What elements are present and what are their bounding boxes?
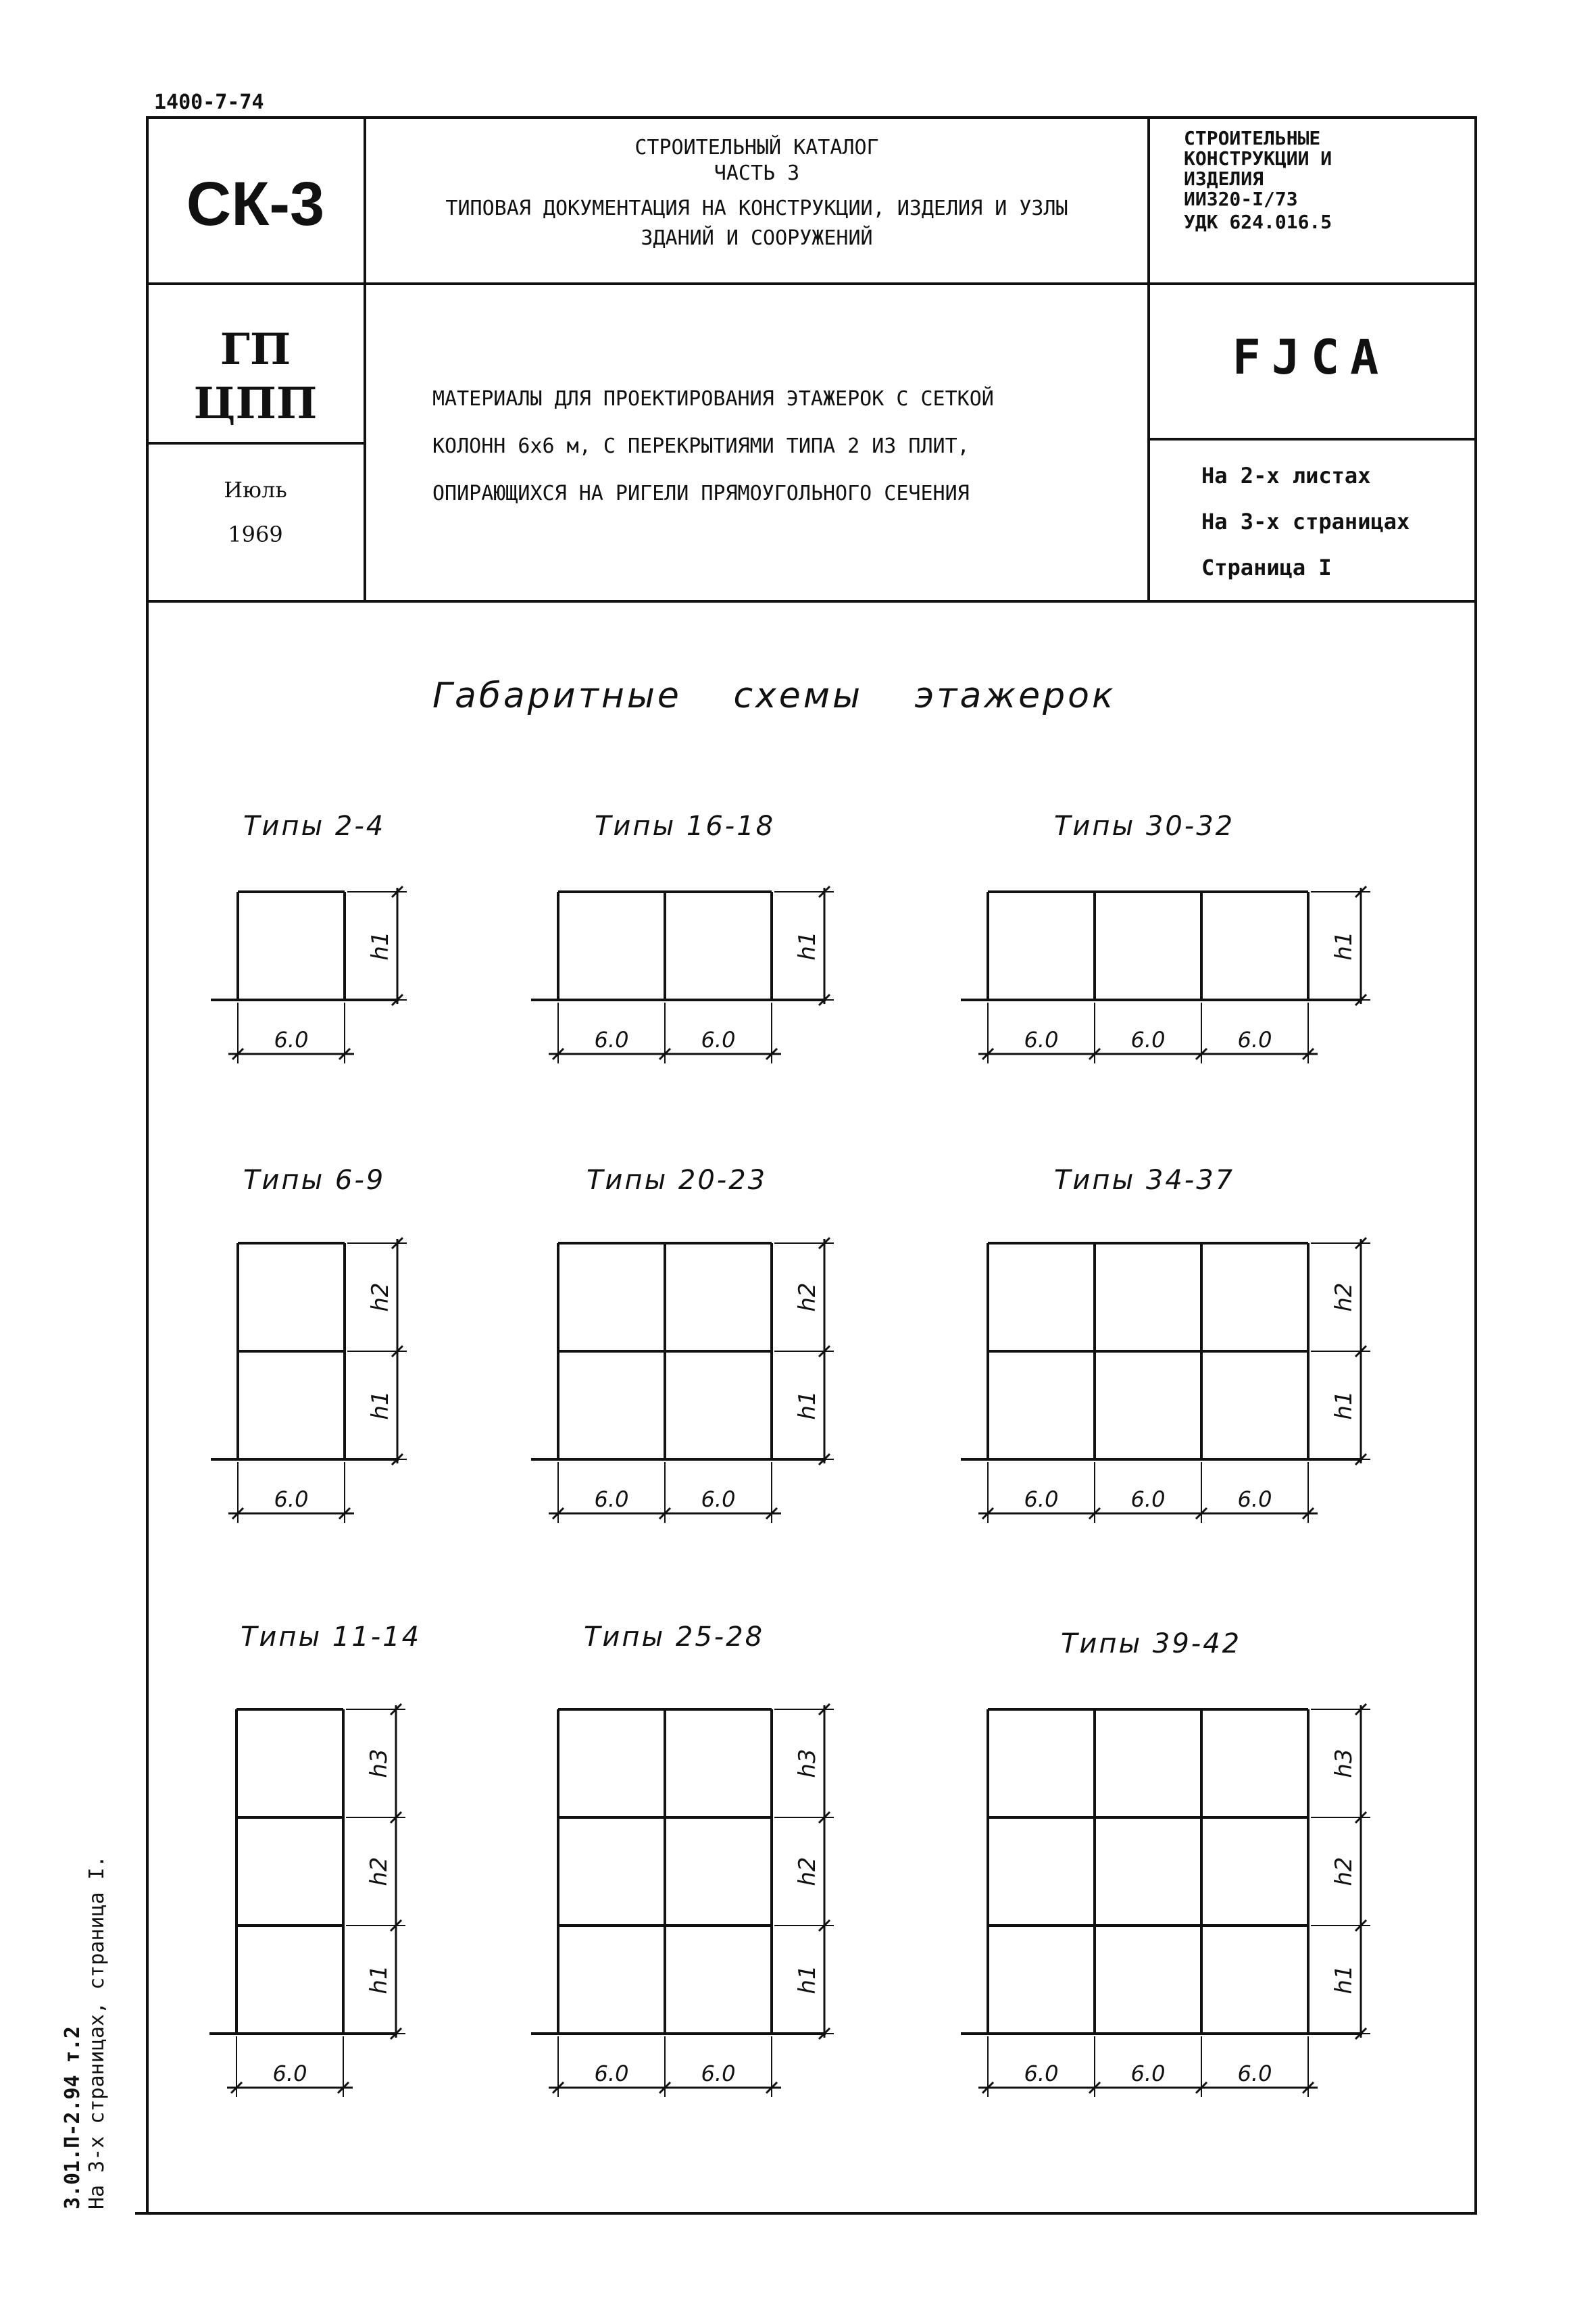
height-label: h1 — [1330, 1965, 1357, 1994]
height-label: h2 — [794, 1857, 821, 1886]
height-label: h3 — [1330, 1749, 1357, 1778]
section-line: СТРОИТЕЛЬНЫЕ — [1184, 127, 1321, 149]
diagram-label: Типы 11-14 — [241, 1621, 422, 1653]
diagram-label: Типы 2-4 — [243, 811, 386, 842]
side-note — [61, 1855, 109, 2209]
width-label: 6.0 — [1130, 2061, 1166, 2086]
catalog-line: ЧАСТЬ 3 — [714, 161, 800, 185]
width-label: 6.0 — [701, 1027, 736, 1053]
title-line: МАТЕРИАЛЫ ДЛЯ ПРОЕКТИРОВАНИЯ ЭТАЖЕРОК С СЕТКОЙ — [432, 387, 994, 411]
catalog-line: ЗДАНИЙ И СООРУЖЕНИЙ — [641, 226, 873, 250]
sheet-line: На 2-х листах — [1201, 463, 1371, 488]
width-label: 6.0 — [1024, 1027, 1059, 1053]
height-label: h3 — [794, 1749, 821, 1778]
org-line: ЦПП — [193, 378, 318, 429]
width-label: 6.0 — [274, 1027, 309, 1053]
title-line: ОПИРАЮЩИХСЯ НА РИГЕЛИ ПРЯМОУГОЛЬНОГО СЕЧЕНИЯ — [432, 482, 970, 505]
height-label: h1 — [1330, 1390, 1357, 1420]
width-label: 6.0 — [1130, 1486, 1166, 1512]
side-note-line: На 3-х страницах, страница I. — [85, 1855, 109, 2209]
width-label: 6.0 — [1237, 2061, 1272, 2086]
width-label: 6.0 — [701, 1486, 736, 1512]
height-label: h2 — [1330, 1282, 1357, 1312]
section-line: ИЗДЕЛИЯ — [1184, 168, 1264, 190]
height-label: h1 — [367, 931, 394, 961]
sheet-line: На 3-х страницах — [1201, 509, 1410, 534]
diagram-label: Типы 6-9 — [243, 1165, 386, 1196]
height-label: h1 — [367, 1390, 394, 1420]
diagram-label: Типы 16-18 — [595, 811, 776, 842]
diagram-label: Типы 30-32 — [1054, 811, 1235, 842]
height-label: h2 — [1330, 1857, 1357, 1886]
height-label: h1 — [794, 1965, 821, 1994]
width-label: 6.0 — [1024, 2061, 1059, 2086]
org-line: ГП — [220, 324, 291, 375]
side-note-line: 3.01.П-2.94 т.2 — [61, 2026, 84, 2209]
diagram-label: Типы 34-37 — [1054, 1165, 1235, 1196]
width-label: 6.0 — [272, 2061, 307, 2086]
height-label: h2 — [366, 1857, 393, 1886]
year: 1969 — [228, 522, 283, 547]
width-label: 6.0 — [274, 1486, 309, 1512]
series-code: СК-3 — [186, 170, 325, 238]
width-label: 6.0 — [594, 1486, 629, 1512]
width-label: 6.0 — [594, 2061, 629, 2086]
diagram-label: Типы 20-23 — [587, 1165, 768, 1196]
catalog-line: ТИПОВАЯ ДОКУМЕНТАЦИЯ НА КОНСТРУКЦИИ, ИЗДЕЛИЯ И УЗЛЫ — [445, 197, 1068, 220]
diagram-label: Типы 39-42 — [1061, 1628, 1242, 1659]
catalog-line: СТРОИТЕЛЬНЫЙ КАТАЛОГ — [634, 136, 879, 159]
width-label: 6.0 — [1237, 1027, 1272, 1053]
title-line: КОЛОНН 6х6 м, С ПЕРЕКРЫТИЯМИ ТИПА 2 ИЗ ПЛИТ, — [432, 434, 970, 458]
height-label: h1 — [794, 931, 821, 961]
section-heading: Габаритные схемы этажерок — [432, 676, 1116, 716]
height-label: h2 — [367, 1282, 394, 1312]
section-line: УДК 624.016.5 — [1184, 211, 1332, 233]
height-label: h2 — [794, 1282, 821, 1312]
height-label: h1 — [366, 1965, 393, 1994]
width-label: 6.0 — [594, 1027, 629, 1053]
section-line: ИИ320-I/73 — [1184, 188, 1298, 210]
width-label: 6.0 — [1130, 1027, 1166, 1053]
height-label: h1 — [1330, 931, 1357, 961]
width-label: 6.0 — [701, 2061, 736, 2086]
width-label: 6.0 — [1024, 1486, 1059, 1512]
height-label: h3 — [366, 1749, 393, 1778]
diagram-label: Типы 25-28 — [584, 1621, 765, 1653]
height-label: h1 — [794, 1390, 821, 1420]
document-code: 1400-7-74 — [154, 91, 264, 114]
sheet-line: Страница I — [1201, 555, 1332, 580]
width-label: 6.0 — [1237, 1486, 1272, 1512]
month: Июль — [224, 477, 287, 503]
section-line: КОНСТРУКЦИИ И — [1184, 147, 1332, 170]
classification-code: FJCA — [1232, 330, 1390, 385]
